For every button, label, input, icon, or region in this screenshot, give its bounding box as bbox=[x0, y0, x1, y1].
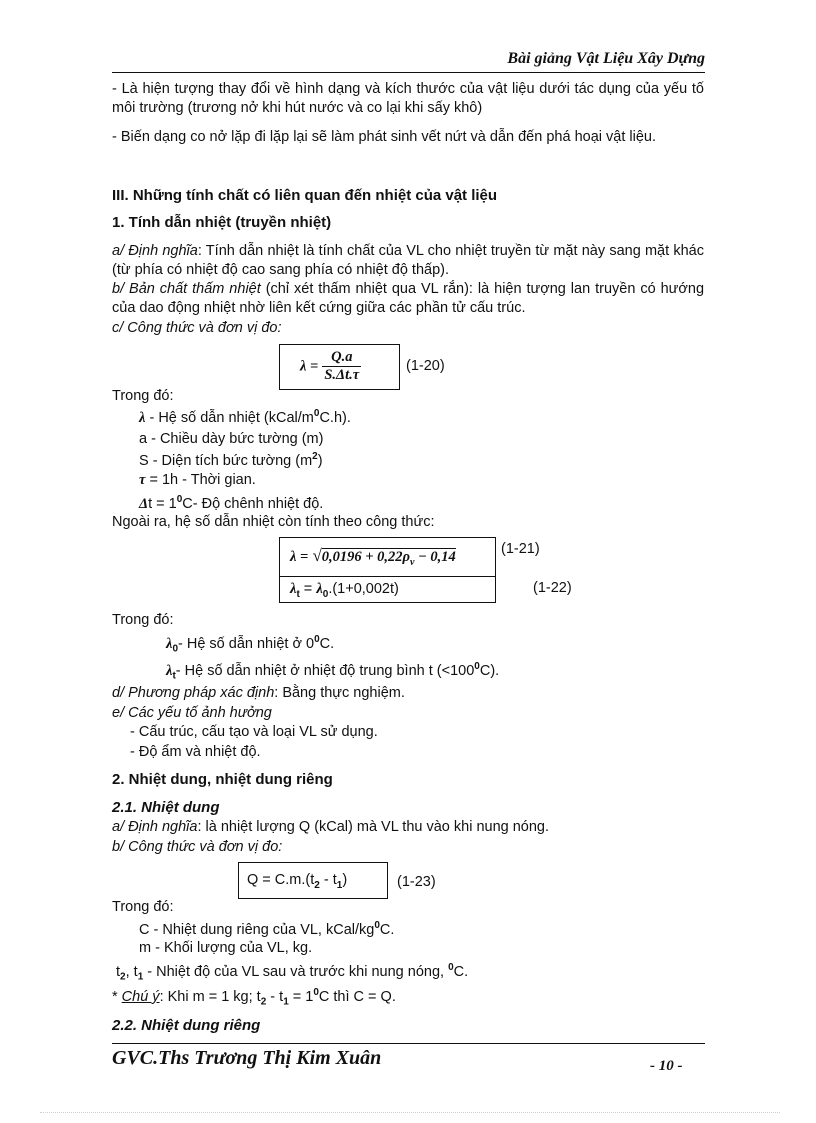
where-label-1: Trong đó: bbox=[112, 388, 174, 404]
formula-1-22: $\lambda_t = \lambda_0.(1+0,002t)$ bbox=[290, 581, 399, 600]
nature-text: (chỉ xét thấm nhiệt qua VL rắn): là hiện tượng lan truyền có hướng của dao động nhiệt nhờ liên kết cứng giữa các phần tử cấu trúc. bbox=[112, 281, 705, 316]
method-line: d/ Phương pháp xác định: Bằng thực nghiệm. bbox=[112, 685, 405, 701]
formula-1-22-box bbox=[279, 576, 496, 603]
formula-label: c/ Công thức và đơn vị đo: bbox=[112, 320, 282, 336]
formula-1-20-box bbox=[279, 344, 400, 390]
factor-2: - Độ ẩm và nhiệt độ. bbox=[130, 744, 261, 760]
page-edge-dotted-line bbox=[40, 1112, 780, 1113]
nature-label: b/ Bản chất thấm nhiệt bbox=[112, 281, 261, 297]
formula-1-21-box bbox=[279, 537, 496, 577]
sqrt-sign: √ bbox=[312, 546, 322, 565]
formula-1-21-number: (1-21) bbox=[501, 541, 540, 557]
page-number: - 10 - bbox=[650, 1058, 683, 1074]
where-label-2: Trong đó: bbox=[112, 612, 174, 628]
variable-a: a - Chiều dày bức tường (m) bbox=[139, 431, 324, 447]
formula-1-23: $Q = C.m.(t_2 - t_1)$ bbox=[247, 872, 348, 891]
subsection-2-2-title: 2.2. Nhiệt dung riêng bbox=[112, 1017, 261, 1034]
radicand: $0,0196 + 0,22\rho_v - 0,14$ bbox=[321, 549, 456, 568]
nature-paragraph bbox=[112, 280, 704, 318]
footer-rule bbox=[112, 1043, 705, 1044]
formula-1-20 bbox=[300, 349, 361, 384]
formula-2-label: b/ Công thức và đơn vị đo: bbox=[112, 839, 283, 855]
variable-s: S - Diện tích bức tường $(m^2)$ bbox=[139, 451, 323, 469]
factors-label: e/ Các yếu tố ảnh hưởng bbox=[112, 705, 272, 721]
also-formula-text: Ngoài ra, hệ số dẫn nhiệt còn tính theo công thức: bbox=[112, 514, 435, 530]
formula-1-20-numerator: Q.a bbox=[322, 349, 361, 367]
running-header: Bài giảng Vật Liệu Xây Dựng bbox=[507, 50, 705, 67]
definition-2-line: a/ Định nghĩa: là nhiệt lượng Q (kCal) mà VL thu vào khi nung nóng. bbox=[112, 819, 550, 835]
definition-paragraph bbox=[112, 242, 704, 280]
formula-1-20-denominator: S.Δt.τ bbox=[324, 367, 360, 383]
variable-m: m - Khối lượng của VL, kg. bbox=[139, 940, 313, 956]
factor-1: - Cấu trúc, cấu tạo và loại VL sử dụng. bbox=[130, 724, 378, 740]
intro-paragraph-1: - Là hiện tượng thay đổi về hình dạng và kích thước của vật liệu dưới tác dụng của yếu tố môi trường (trương nở khi hút nước và co lại khi sấy khô) bbox=[112, 81, 704, 116]
definition-label: a/ Định nghĩa bbox=[112, 243, 198, 259]
formula-1-20-lhs: λ = bbox=[300, 358, 319, 375]
note-line: * Chú ý: Khi m = 1 kg; $t_2 - t_1 = 1^0C$ thì C = Q. bbox=[112, 987, 396, 1008]
formula-1-22-number: (1-22) bbox=[533, 580, 572, 596]
formula-1-21: $\lambda = √0,0196 + 0,22\rho_v - 0,14$ bbox=[290, 546, 456, 568]
subsection-2-title: 2. Nhiệt dung, nhiệt dung riêng bbox=[112, 771, 333, 788]
formula-1-23-number: (1-23) bbox=[397, 874, 436, 890]
header-rule bbox=[112, 72, 705, 73]
formula-1-23-box bbox=[238, 862, 388, 899]
variable-temperatures: $t_2$, $t_1$ - Nhiệt độ của VL sau và trước khi nung nóng, $^0$C. bbox=[116, 962, 469, 983]
variable-c: C - Nhiệt dung riêng của VL, kCal/$kg^0C$. bbox=[139, 920, 395, 938]
formula-1-20-number: (1-20) bbox=[406, 358, 445, 374]
variable-lambda-t: $\lambda_t-$ Hệ số dẫn nhiệt ở nhiệt độ trung bình t $(<100^0C)$. bbox=[166, 661, 500, 682]
variable-tau: τ = 1h - Thời gian. bbox=[139, 472, 256, 488]
formula-1-20-fraction bbox=[322, 349, 361, 384]
definition-text: : Tính dẫn nhiệt là tính chất của VL cho nhiệt truyền từ mặt này sang mặt khác (từ phía có nhiệt độ cao sang phía có nhiệt độ thấp). bbox=[112, 243, 704, 278]
section-3-title: III. Những tính chất có liên quan đến nhiệt của vật liệu bbox=[112, 187, 498, 204]
footer-author: GVC.Ths Trương Thị Kim Xuân bbox=[112, 1047, 382, 1069]
where-label-3: Trong đó: bbox=[112, 899, 174, 915]
variable-lambda-0: $\lambda_0-$ Hệ số dẫn nhiệt ở $0^0C$. bbox=[166, 634, 335, 655]
subsection-2-1-title: 2.1. Nhiệt dung bbox=[112, 799, 220, 816]
variable-delta-t: $\Delta t = 1^0C-$ Độ chênh nhiệt độ. bbox=[139, 494, 324, 512]
subsection-1-title: 1. Tính dẫn nhiệt (truyền nhiệt) bbox=[112, 214, 332, 231]
variable-lambda: λ - Hệ số dẫn nhiệt $(kCal/m^0C.h)$. bbox=[139, 408, 351, 426]
intro-paragraph-2: - Biến dạng co nở lặp đi lặp lại sẽ làm phát sinh vết nứt và dẫn đến phá hoại vật liệu. bbox=[112, 129, 656, 145]
